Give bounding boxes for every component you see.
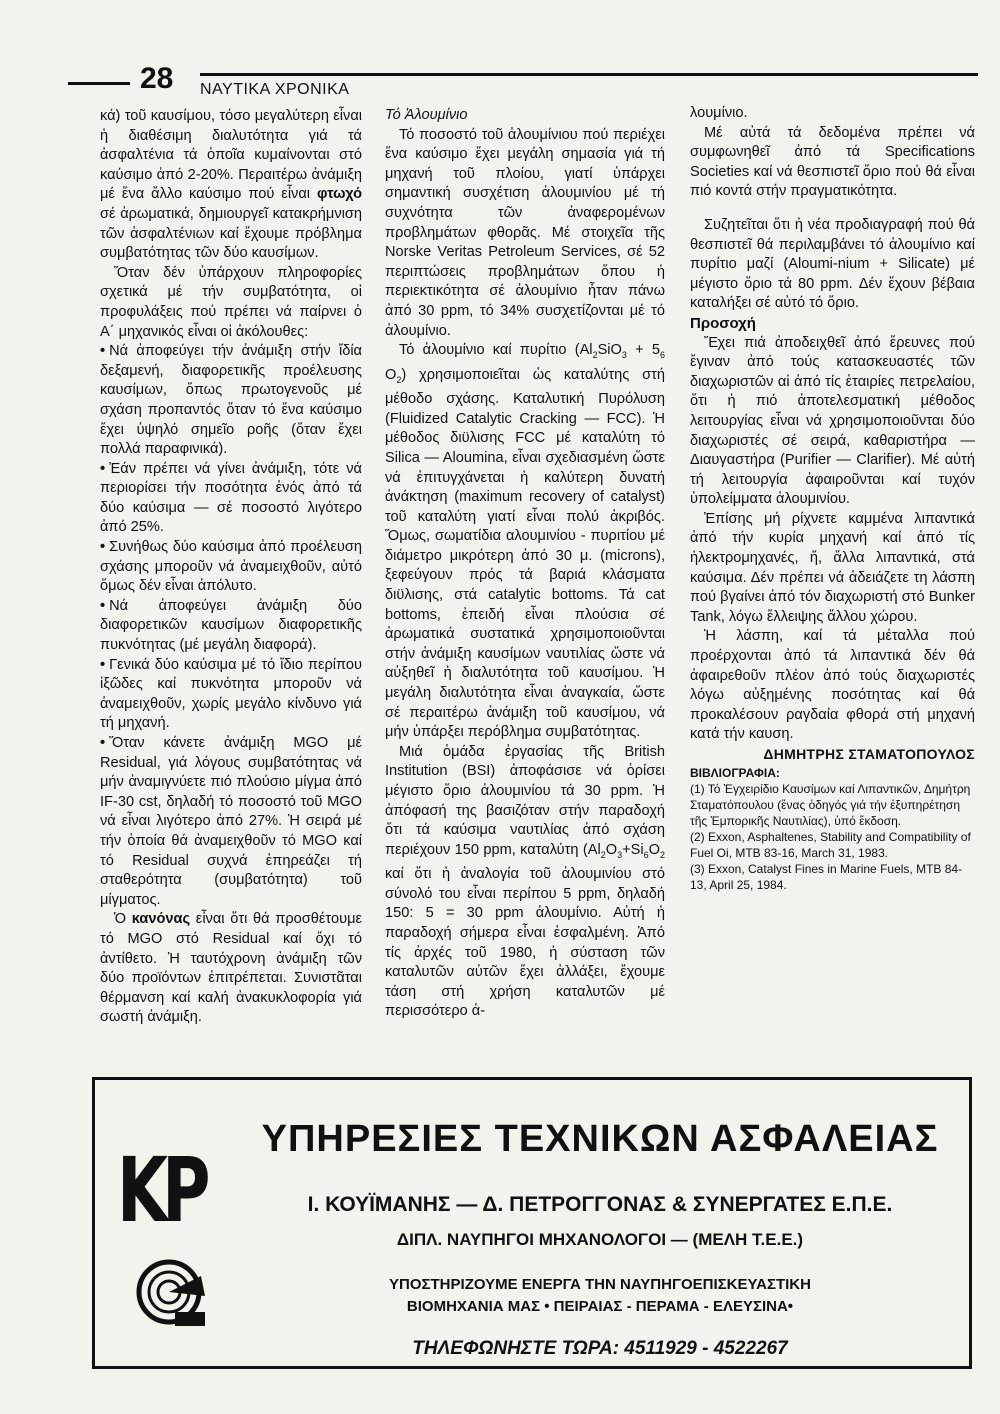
- bibliography-entry: (3) Exxon, Catalyst Fines in Marine Fuels, MTB 84-13, April 25, 1984.: [690, 861, 963, 892]
- paragraph: Συζητεῖται ὅτι ἡ νέα προδιαγραφή πού θά θεσπιστεῖ θά περιλαμβάνει τό ἀλουμίνιο καί πυρίτιο μαζί (Aloumi-nium + Silicate) μέ μέγιστο ὅριο τά 80 ppm. Δέν ἔχουν βέβαια καταλήξει σέ αὐτό τό ὅριο.: [690, 216, 975, 312]
- paragraph: Τό ἀλουμίνιο καί πυρίτιο ($Al_2SiO_3 + 5_6$ $O_2$) χρησιμοποιεῖται ὡς καταλύτης στή μέθοδο σχάσης. Καταλυτική Πυρόλυση (Fluidized Catalytic Cracking — FCC). Ἡ μέθοδος διϋλισης FCC μέ καταλύτη τό Silica — Aloumina, εἶναι σχεδιασμένη ὥστε νά ἐπιτυγχάνεται ἡ καλύτερη δυνατή ἀνάκτηση (maximum recovery of catalyst) τοῦ καταλύτη γιατί εἶναι πολύ ἀκριβός. Ὅμως, σωματίδια αλουμινίου - πυριτίου μέ διάμετρο μικρότερη ἀπό 30 μ. (microns), ξεφεύγουν πρός τά βαριά κλάσματα διϋλισης, στά catalytic bottoms. Τά cat bottoms, ἐπειδή εἶναι πλούσια σέ ἀρωματικά συστατικά χρησιμοποιοῦνται στήν ἀνάμιξη καυσίμων ναυτιλίας ὥστε νά αὐξηθεῖ ἡ διαλυτότητα τοῦ καυσίμου. Ἡ μεγάλη διαλυτότητα εἶναι ἀναγκαία, ὥστε σέ περαιτέρω ἀνάμιξη τοῦ καυσίμου, νά μήν ὑπάρξει περόβλημα συμβατότητας.: [385, 342, 666, 741]
- bibliography-entry: (2) Exxon, Asphaltenes, Stability and Compatibility of Fuel Oi, MTB 83-16, March 31, 1983.: [690, 829, 971, 860]
- paragraph: Μιά ὁμάδα ἐργασίας τῆς British Institution (BSI) ἀποφάσισε νά ὁρίσει μέγιστο ὅριο ἀλουμινίου τά 30 ppm. Ἡ ἀπόφασή της βασιζόταν στήν παραδοχή ὅτι τά καύσιμα ναυτιλίας ἀπό σχάση περιέχουν 150 ppm, καταλύτη ($Al_2O_3+Si_6O_2$ καί ὅτι ἡ ἀναλογία τοῦ ἀλουμινίου στό σύνολό του εἶναι περίπου 5 ppm, δηλαδή 150: 5 = 30 ppm ἀλουμίνιο. Αὐτή ἡ παραδοχή σήμερα εἶναι ἐσφαλμένη. Ἀπό τίς ἀρχές τοῦ 1980, ἡ σύσταση τῶν καταλυτῶν αὐτῶν ἔχει ἀλλάξει, ἔχουμε τάση στή χρήση καταλυτῶν μέ περισσότερο ἀ-: [385, 743, 665, 1020]
- section-heading: Προσοχή: [690, 314, 756, 332]
- subheading: Τό Ἀλουμίνιο: [385, 107, 468, 123]
- header-rule-left: [68, 82, 130, 85]
- paragraph: Μέ αὐτά τά δεδομένα πρέπει νά συμφωνηθεῖ ἀπό τά Specifications Societies καί νά θεσπιστεῖ ὅριο πού θά εἶναι πιό κοντά στήν πραγματικότητα.: [690, 124, 975, 200]
- ad-company-names: Ι. ΚΟΥΪΜΑΝΗΣ — Δ. ΠΕΤΡΟΓΓΟΝΑΣ & ΣΥΝΕΡΓΑΤΕΣ Ε.Π.Ε.: [307, 1193, 893, 1216]
- bullet-item: • Γενικά δύο καύσιμα μέ τό ἴδιο περίπου ἰξῶδες καί πυκνότητα μποροῦν νά ἀναμειχθοῦν, χωρίς μεγάλο κίνδυνο γιά τή μηχανή.: [100, 656, 362, 732]
- author-name: ΔΗΜΗΤΡΗΣ ΣΤΑΜΑΤΟΠΟΥΛΟΣ: [763, 746, 975, 762]
- paragraph: Ὁ κανόνας εἶναι ὅτι θά προσθέτουμε τό MGO στό Residual καί ὄχι τό ἀντίθετο. Ἡ ταυτόχρονη ἀνάμιξη τῶν δύο προϊόντων ἐπιτρέπεται. Συνιστᾶται θέρμανση καί καλή ἀνακυκλοφορία γιά σωστή ἀνάμιξη.: [100, 911, 362, 1026]
- ad-title: ΥΠΗΡΕΣΙΕΣ ΤΕΧΝΙΚΩΝ ΑΣΦΑΛΕΙΑΣ: [261, 1118, 939, 1160]
- article-column-1: [100, 107, 362, 1028]
- bullet-item: • Νά ἀποφεύγει ἀνάμιξη δύο διαφορετικῶν καυσίμων διαφορετικῆς πυκνότητας (μέ μεγάλη διαφορά).: [100, 597, 362, 654]
- bullet-item: • Ἐάν πρέπει νά γίνει ἀνάμιξη, τότε νά περιορίσει τήν ποσότητα ἑνός ἀπό τά δύο καύσιμα — σέ ποσοστό λιγότερο ἀπό 25%.: [100, 460, 362, 536]
- paragraph: λουμίνιο.: [690, 105, 748, 121]
- advertisement-box: [92, 1077, 972, 1369]
- ad-slogan-line2: ΒΙΟΜΗΧΑΝΙΑ ΜΑΣ • ΠΕΙΡΑΙΑΣ - ΠΕΡΑΜΑ - ΕΛΕΥΣΙΝΑ•: [406, 1298, 794, 1315]
- shell-logo-icon: [135, 1256, 207, 1328]
- article-column-2: [385, 106, 665, 1022]
- paragraph: Ὅταν δέν ὑπάρχουν πληροφορίες σχετικά μέ τήν συμβατότητα, οἱ προφυλάξεις πού πρέπει νά παίρνει ὁ Α΄ μηχανικός εἶναι οἱ ἀκόλουθες:: [100, 264, 362, 340]
- paragraph: κά) τοῦ καυσίμου, τόσο μεγαλύτερη εἶναι ἡ διαθέσιμη διαλυτότητα γιά τά ἀσφαλτένια τά ὁποῖα κυμαίνονται στό καύσιμο ἀπό 2-20%. Περαιτέρω ἀνάμιξη μέ ἕνα ἄλλο καύσιμο πού εἶναι φτωχό σέ ἀρωματικά, δημιουργεῖ κατακρήμνιση τῶν ἀσφαλτένιων καί ἔχουμε πρόβλημα συμβατότητας τῶν δύο καυσίμων.: [100, 108, 362, 262]
- paragraph: Ἔχει πιά ἀποδειχθεῖ ἀπό ἔρευνες πού ἔγιναν ἀπό τούς κατασκευαστές τῶν διαχωριστῶν αἱ ἀπό τίς ἑταιρίες πετρελαίου, ὅτι ἡ πιό ἀποτελεσματική μέθοδος λειτουργίας εἶναι νά χρησιμοποιοῦνται δύο διαχωριστές σέ σειρά, καθαριστήρα — Διαυγαστήρα (Purifier — Clarifier). Μέ αὐτή τή λειτουργία ἀφαιροῦνται καί τυχόν ὑπολείμματα ἀλουμινίου.: [690, 334, 975, 508]
- bibliography-entry: (1) Τό Ἐγχειρίδιο Καυσίμων καί Λιπαντικῶν, Δημήτρη Σταματόπουλου (ἕνας ὁδηγός γιά τήν ἐξυπηρέτηση τῆς Ἐμπορικῆς Ναυτιλίας), ὑπό ἔκδοση.: [690, 781, 971, 828]
- bullet-item: • Συνήθως δύο καύσιμα ἀπό προέλευση σχάσης μποροῦν νά ἀναμειχθοῦν, αὐτό ὅμως δέν εἶναι ἀπόλυτο.: [100, 539, 362, 595]
- company-logo: KP: [117, 1138, 205, 1243]
- ad-qualifications: ΔΙΠΛ. ΝΑΥΠΗΓΟΙ ΜΗΧΑΝΟΛΟΓΟΙ — (ΜΕΛΗ Τ.Ε.Ε.): [396, 1230, 804, 1249]
- paragraph: Ἐπίσης μή ρίχνετε καμμένα λιπαντικά ἀπό τήν κυρία μηχανή καί ἀπό τίς ἠλεκτρομηχανές, ἤ, ἄλλα λιπαντικά, στά καύσιμα. Δέν πρέπει νά ἀδειάζετε τη λάσπη πού βγαίνει ἀπό τόν διαχωριστή στό Bunker Tank, λόγω ἔλλειψης ἄλλου χώρου.: [690, 510, 975, 625]
- page-number: 28: [140, 62, 174, 95]
- article-column-3: [690, 104, 975, 893]
- paragraph: Ἡ λάσπη, καί τά μέταλλα πού προέρχονται ἀπό τά λιπαντικά δέν θά ἀφαιρεθοῦν πλέον ἀπό τούς διαχωριστές λόγω αὐξημένης ποσότητας καί θά προκαλέσουν ραγδαία φθορά στή μηχανή κατά τήν καυση.: [690, 628, 975, 743]
- ad-slogan-line1: ΥΠΟΣΤΗΡΙΖΟΥΜΕ ΕΝΕΡΓΑ ΤΗΝ ΝΑΥΠΗΓΟΕΠΙΣΚΕΥΑΣΤΙΚΗ: [389, 1276, 811, 1293]
- bibliography-title: ΒΙΒΛΙΟΓΡΑΦΙΑ:: [690, 765, 780, 780]
- paragraph: Τό ποσοστό τοῦ ἀλουμίνιου πού περιέχει ἕνα καύσιμο ἔχει μεγάλη σημασία γιά τή μηχανή τοῦ πλοίου, γιατί ὑπάρχει σημαντική συσχέτιση ἀλουμινίου μέ τή συχνότητα τῶν ἀναφερομένων προβλημάτων φθορᾶς. Μέ στοιχεῖα τῆς Norske Veritas Petroleum Services, σέ 52 περιπτώσεις προβλημάτων ὅπου ἡ περιεκτικότητα σέ ἀλουμίνιο ἦταν πάνω ἀπό 30 ppm, τό 34% συσχετίζονται μέ τό ἀλουμίνιο.: [385, 126, 665, 339]
- magazine-title: ΝΑΥΤΙΚΑ ΧΡΟΝΙΚΑ: [200, 81, 350, 98]
- bullet-item: • Ὅταν κάνετε ἀνάμιξη MGO μέ Residual, γιά λόγους συμβατότητας νά μήν ἀναμιγνύετε πιό πλούσιο μίγμα ἀπό IF-30 cst, δηλαδή τό ποσοστό τοῦ MGO νά εἶναι λιγότερο ἀπό 27%. Ἡ σειρά μέ τήν ὁποία θά ἀναμειχθοῦν τό MGO καί τό Residual συχνά ἐπηρεάζει τή σταθερότητα (συμβατότητα) τοῦ μίγματος.: [100, 735, 362, 908]
- ad-phone: ΤΗΛΕΦΩΝΗΣΤΕ ΤΩΡΑ: 4511929 - 4522267: [412, 1338, 788, 1359]
- header-rule-right: [200, 73, 978, 76]
- bullet-item: • Νά ἀποφεύγει τήν ἀνάμιξη στήν ἴδία δεξαμενή, διαφορετικῆς προέλευσης καυσίμων, ὅπως πρωτογενοῦς μέ σχάση προπαντός ὅταν τό ἕνα καύσιμο ἔχει ὑψηλό σημεῖο ροῆς (ὅταν ἔχει πολλά παραφινικά).: [100, 343, 362, 458]
